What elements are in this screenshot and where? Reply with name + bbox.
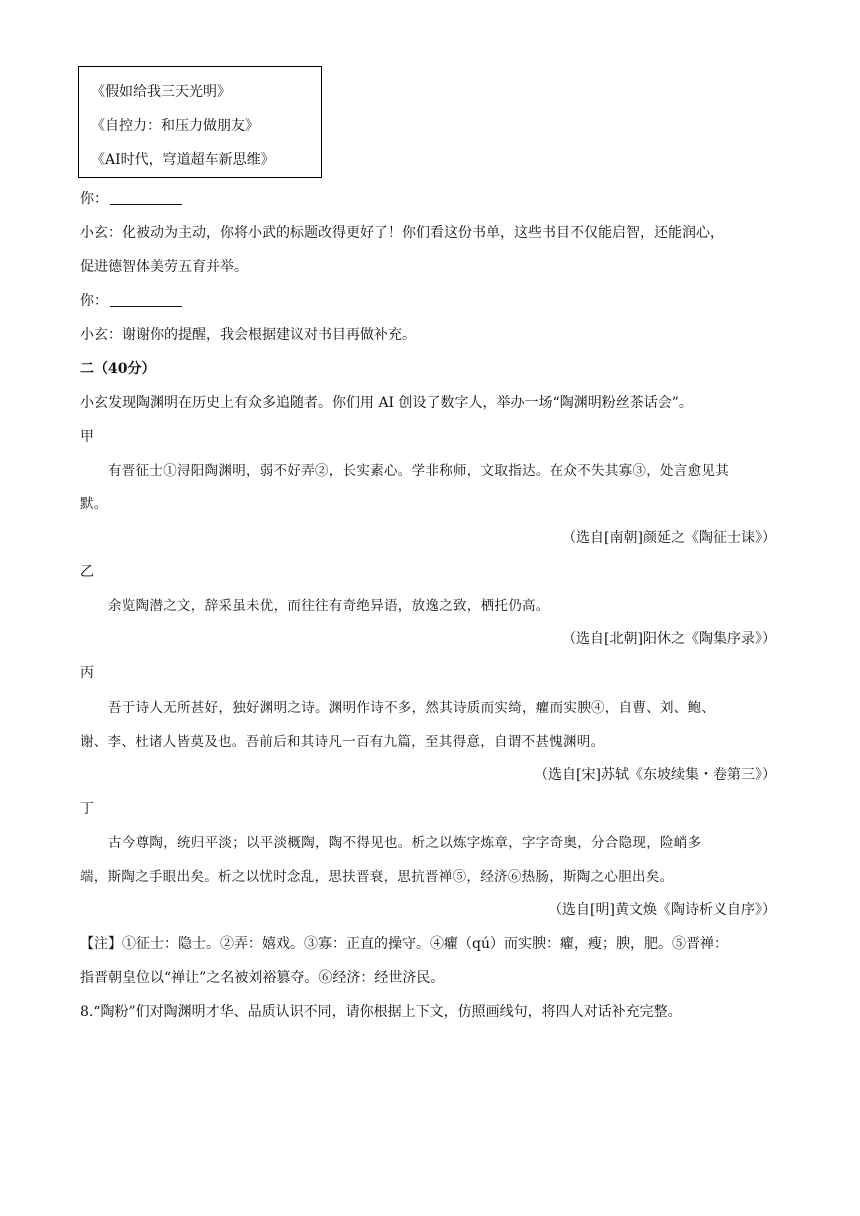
- passage-jia-line2: 默。: [80, 496, 108, 512]
- section-heading: 二（40分）: [80, 361, 156, 377]
- passage-ding-line2: 端，斯陶之手眼出矣。析之以忧时念乱，思扶晋衰，思抗晋禅⑤，经济⑥热肠，斯陶之心胆出矣。: [80, 869, 674, 885]
- passage-bing-line1: 吾于诗人无所甚好，独好渊明之诗。渊明作诗不多，然其诗质而实绮，癯而实腴④，自曹、刘、鲍、: [108, 700, 716, 716]
- booklist-item: 《自控力：和压力做朋友》: [91, 118, 259, 134]
- passage-ding-line1: 古今尊陶，统归平淡；以平淡概陶，陶不得见也。析之以炼字炼章，字字奇奥，分合隐现，险峭多: [108, 835, 702, 851]
- notes-line2: 指晋朝皇位以“禅让”之名被刘裕篡夺。⑥经济：经世济民。: [80, 970, 445, 986]
- passage-jia-label: 甲: [80, 429, 94, 445]
- dialogue-you-1: 你：: [80, 188, 182, 208]
- dialogue-you-2: 你：: [80, 290, 182, 310]
- dialogue-xiaoxuan-1-line1: 小玄：化被动为主动，你将小武的标题改得更好了！你们看这份书单，这些书目不仅能启智，还能润心，: [80, 225, 724, 241]
- passage-ding-label: 丁: [80, 801, 94, 817]
- passage-yi-source: （选自[北朝]阳休之《陶集序录》）: [562, 631, 776, 647]
- dialogue-xiaoxuan-2: 小玄：谢谢你的提醒，我会根据建议对书目再做补充。: [80, 327, 416, 343]
- passage-yi-label: 乙: [80, 564, 94, 580]
- passage-yi-line1: 余览陶潜之文，辞采虽未优，而往往有奇绝异语，放逸之致，栖托仍高。: [108, 598, 550, 614]
- passage-bing-label: 丙: [80, 665, 94, 681]
- passage-bing-line2: 谢、李、杜诸人皆莫及也。吾前后和其诗凡一百有九篇，至其得意，自谓不甚愧渊明。: [80, 734, 605, 750]
- passage-jia-line1: 有晋征士①浔阳陶渊明，弱不好弄②，长实素心。学非称师，文取指达。在众不失其寡③，处言愈见其: [108, 463, 729, 479]
- passage-bing-source: （选自[宋]苏轼《东坡续集・卷第三》）: [534, 767, 776, 783]
- passage-ding-source: （选自[明]黄文焕《陶诗析义自序》）: [548, 902, 776, 918]
- notes-line1: 【注】①征士：隐士。②弄：嬉戏。③寡：正直的操守。④癯（qú）而实腴：癯，瘦；腴，肥。⑤晋禅：: [80, 936, 728, 952]
- booklist-item: 《假如给我三天光明》: [91, 84, 231, 100]
- answer-blank: [110, 190, 182, 205]
- question-8: 8.“陶粉”们对陶渊明才华、品质认识不同，请你根据上下文，仿照画线句，将四人对话补充完整。: [80, 1004, 682, 1020]
- section-intro: 小玄发现陶渊明在历史上有众多追随者。你们用 AI 创设了数字人，举办一场“陶渊明粉丝茶话会”。: [80, 395, 693, 411]
- answer-blank: [110, 292, 182, 307]
- booklist-item: 《AI时代，穹道超车新思维》: [91, 152, 275, 168]
- booklist-box: [78, 66, 322, 178]
- passage-jia-source: （选自[南朝]颜延之《陶征士诔》）: [562, 530, 776, 546]
- dialogue-xiaoxuan-1-line2: 促进德智体美劳五育并举。: [80, 259, 248, 275]
